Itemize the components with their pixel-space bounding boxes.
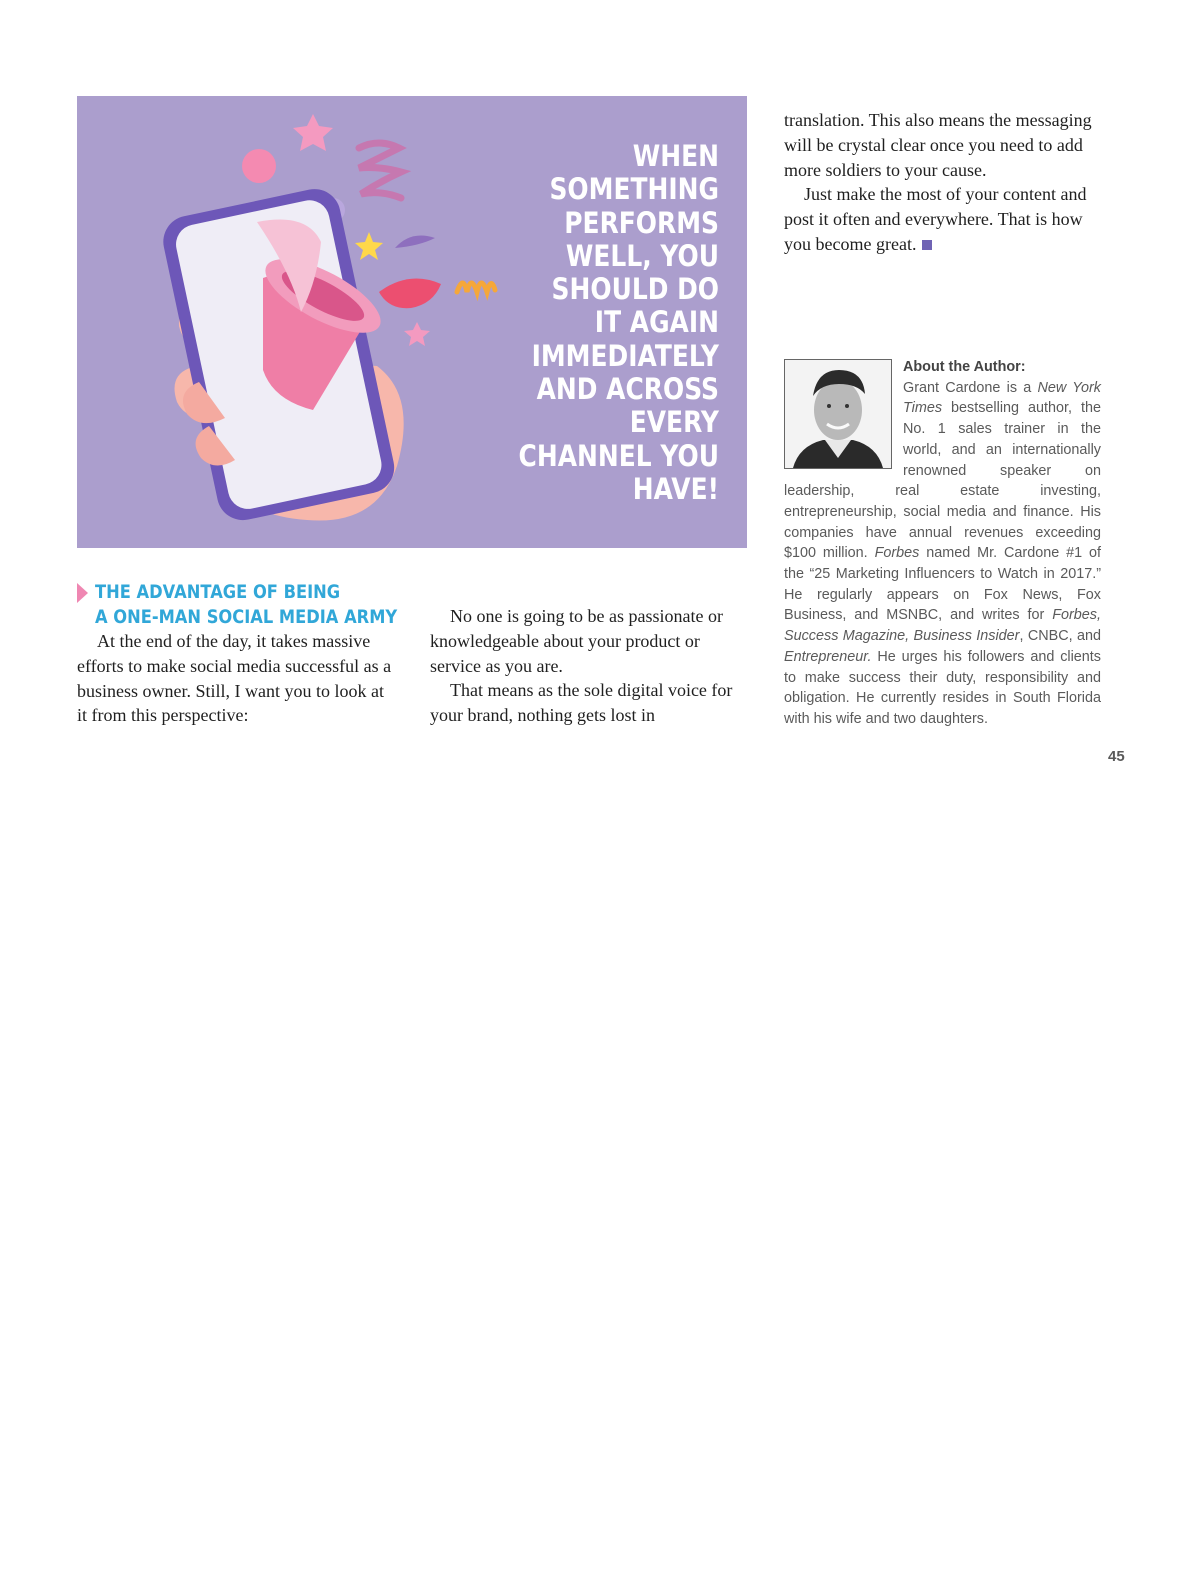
paragraph: translation. This also means the messaging will be crystal clear once you need to add more soldiers to your cause. [784,110,1092,180]
paragraph: At the end of the day, it takes massive efforts to make social media successful as a business owner. Still, I want you to look at it from this perspective: [77,631,392,726]
bio-text: He urges his followers and clients to make success their duty, responsibility and obligation. He currently resides in South Florida with his wife and two daughters. [784,648,1101,727]
heading-line-1: THE ADVANTAGE OF BEING [95,582,341,603]
page-number: 45 [1108,748,1125,765]
bio-italic: Forbes [874,545,920,562]
about-author-title: About the Author: [903,359,1026,375]
author-bio [784,358,1101,730]
pull-quote: WHEN SOMETHING PERFORMS WELL, YOU SHOULD DO IT AGAIN IMMEDIATELY AND ACROSS EVERY CHANNEL YOU HAVE! [518,139,719,506]
bio-text: named Mr. Cardone #1 of the “25 Marketing Influencers to Watch in 2017.” He regularly appears on Fox News, Fox Business, and MSNBC, and writes for [784,545,1102,624]
column-1 [77,629,397,728]
paragraph: No one is going to be as passionate or knowledgeable about your product or service as you are. [430,606,723,676]
bio-text: Grant Cardone is a [903,379,1038,396]
column-3 [784,108,1102,257]
column-2 [430,604,748,728]
bio-italic: Entrepreneur. [784,648,872,665]
paragraph: That means as the sole digital voice for your brand, nothing gets lost in [430,680,733,726]
bio-italic: New York Times [903,379,1101,417]
paragraph-text: Just make the most of your content and post it often and everywhere. That is how you become great. [784,184,1087,254]
author-photo [784,359,892,469]
bio-italic: Forbes, Success Magazine, Business Insider [784,607,1101,645]
end-mark-icon [922,240,932,250]
triangle-marker-icon [77,583,88,603]
heading-line-2: A ONE-MAN SOCIAL MEDIA ARMY [95,607,398,628]
phone-illustration-icon [77,96,527,548]
paragraph-final [784,182,1102,256]
bio-text: , CNBC, and [1019,628,1101,645]
bio-text: bestselling author, the No. 1 sales trainer in the world, and an internationally renowned speaker on leadership, real estate investing, entrepreneurship, social media and finance. His companies have annual revenues exceeding $100 million. [784,400,1101,562]
author-portrait-icon [785,360,891,468]
hero-image [77,96,747,548]
section-heading [77,580,407,630]
